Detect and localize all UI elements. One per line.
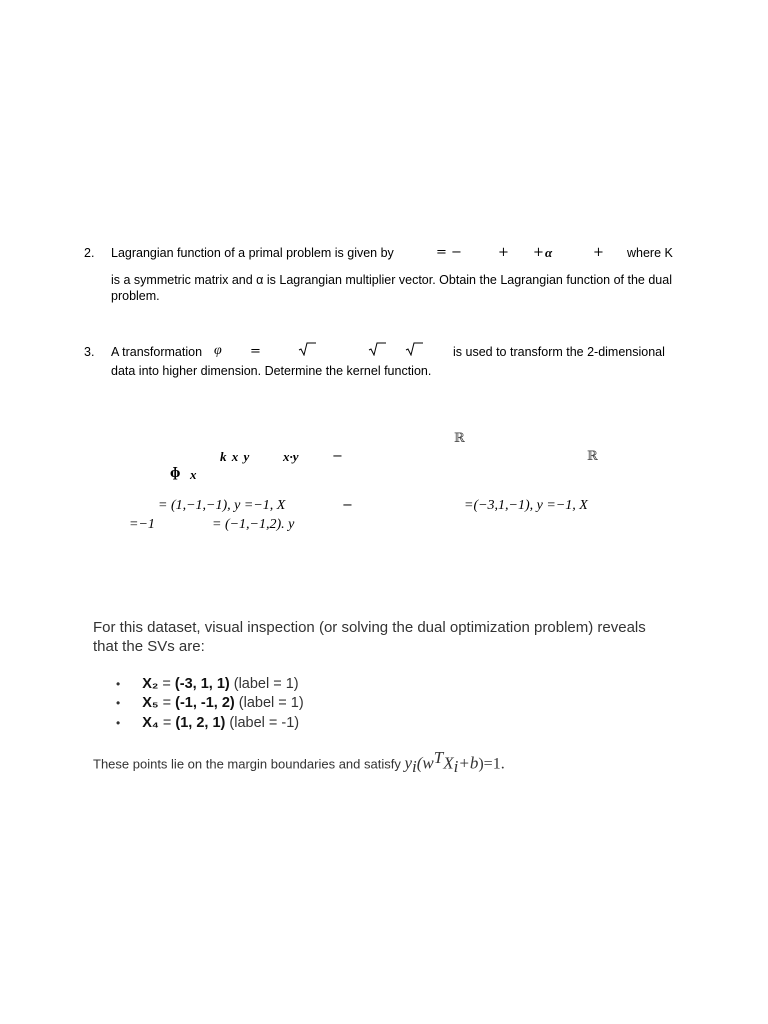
math-y-sub: i	[412, 756, 417, 776]
sv-name: X₅	[142, 695, 159, 711]
sv-label: (label = 1)	[234, 695, 304, 711]
equation-plus-1: +	[498, 245, 509, 260]
math-x: X	[443, 753, 454, 773]
sv-label: (label = -1)	[225, 715, 300, 731]
question-3-text-line1: A transformation	[111, 345, 203, 359]
sqrt-icon-1	[298, 342, 316, 356]
phi-bold-symbol: ɸ	[170, 466, 181, 481]
equation-plus-2: +	[533, 245, 544, 260]
question-3-text-line2: data into higher dimension. Determine the kernel function.	[111, 364, 432, 378]
sv-list-item	[116, 693, 304, 713]
sqrt-icon-2	[368, 342, 386, 356]
sv-list-item	[116, 674, 299, 694]
sv-eq: =	[158, 676, 175, 692]
equals-symbol: =	[250, 344, 261, 359]
sv-eq: =	[158, 695, 176, 711]
question-2-text-tail: where K	[627, 246, 673, 260]
question-2-number: 2.	[84, 246, 95, 260]
sv-eq: =	[158, 715, 176, 731]
question-2-text-line1: Lagrangian function of a primal problem is given by	[111, 246, 394, 260]
minus-sign-2: −	[342, 498, 353, 513]
sv-name: X₄	[142, 715, 159, 731]
math-w: w	[422, 753, 434, 773]
question-3-number: 3.	[84, 345, 95, 359]
sqrt-icon-3	[405, 342, 423, 356]
real-numbers-symbol-right: ℝ	[587, 449, 598, 464]
kernel-expression: k x y	[220, 449, 250, 464]
equation-equals-minus: = −	[436, 245, 462, 260]
point-x-right-expression: =(−3,1,−1), y =−1, X	[464, 498, 588, 513]
answer-intro: For this dataset, visual inspection (or solving the dual optimization problem) reveals that the SVs are:	[93, 619, 646, 655]
minus-sign-1: −	[332, 449, 343, 464]
sv-value: (-3, 1, 1)	[174, 676, 230, 692]
math-x-sub: i	[453, 756, 459, 776]
equals-neg-one: =−1	[129, 517, 155, 532]
math-y: y	[404, 753, 413, 773]
point-x-last-expression: = (−1,−1,2). y	[212, 517, 295, 532]
point-x1-expression: = (1,−1,−1), y =−1, X	[158, 498, 286, 513]
math-plus-b: +b	[458, 753, 479, 773]
sv-list-item	[116, 713, 299, 733]
sv-label: (label = 1)	[229, 676, 299, 692]
footer-text: These points lie on the margin boundaries and satisfy	[93, 756, 405, 772]
bullet-icon: •	[116, 696, 121, 710]
answer-footer	[93, 748, 505, 777]
math-open: (	[416, 753, 423, 773]
equation-plus-3: +	[593, 245, 604, 260]
question-2-text-line2: is a symmetric matrix and α is Lagrangian multiplier vector. Obtain the Lagrangian function of the dual problem.	[111, 273, 672, 303]
real-numbers-symbol-top: ℝ	[454, 431, 465, 446]
math-close: )=1.	[478, 755, 505, 773]
sv-value: (1, 2, 1)	[175, 715, 226, 731]
x-bold-symbol: x	[190, 467, 197, 482]
dot-product-expression: x·y	[283, 449, 299, 464]
bullet-icon: •	[116, 716, 121, 730]
sv-name: X₂	[142, 676, 159, 692]
sv-value: (-1, -1, 2)	[175, 695, 235, 711]
equation-alpha: α	[545, 245, 553, 260]
bullet-icon: •	[116, 677, 121, 691]
phi-symbol: φ	[214, 343, 222, 358]
math-w-sup: T	[433, 748, 444, 767]
question-3-text-tail: is used to transform the 2-dimensional	[453, 345, 665, 359]
